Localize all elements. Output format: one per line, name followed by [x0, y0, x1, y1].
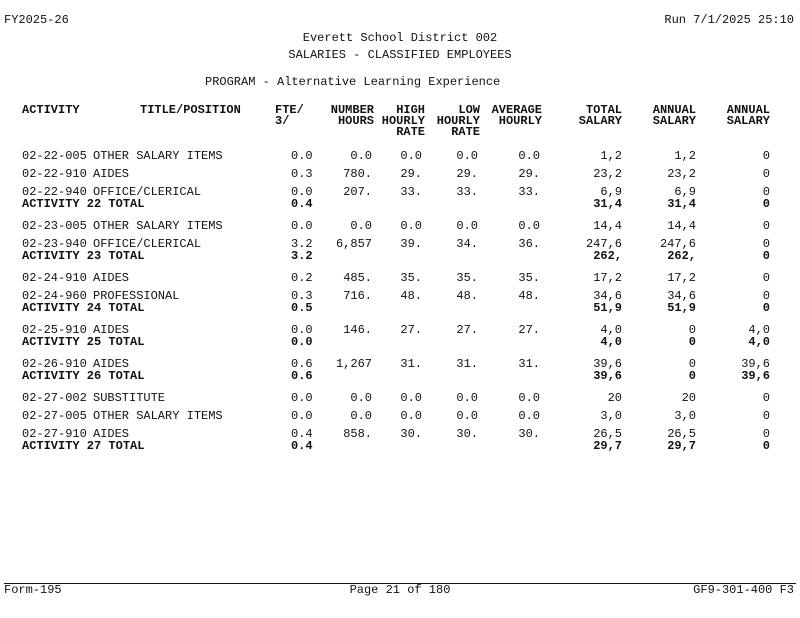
- col-total-salary: TOTAL SALARY: [578, 103, 622, 128]
- run-timestamp: Run 7/1/2025 25:10: [664, 13, 794, 27]
- subtotal-fte: 0.6: [291, 369, 313, 383]
- high-rate: 29.: [400, 167, 422, 181]
- subtotal-annual-salary: 51,9: [667, 301, 696, 315]
- low-rate: 27.: [456, 323, 478, 337]
- high-rate: 35.: [400, 271, 422, 285]
- annual-salary-2: 0: [762, 289, 770, 303]
- activity-code: 02-24-960: [22, 289, 87, 303]
- activity-code: 02-25-910: [22, 323, 87, 337]
- activity-code: 02-23-940: [22, 237, 87, 251]
- position-title: OTHER SALARY ITEMS: [93, 219, 223, 233]
- subtotal-annual-salary: 31,4: [667, 197, 696, 211]
- total-salary: 6,9: [600, 185, 622, 199]
- fte-value: 0.0: [291, 149, 313, 163]
- annual-salary: 1,2: [674, 149, 696, 163]
- subtotal-fte: 3.2: [291, 249, 313, 263]
- fte-value: 0.0: [291, 409, 313, 423]
- total-salary: 23,2: [593, 167, 622, 181]
- col-fte: FTE/ 3/: [275, 103, 304, 128]
- subtotal-fte: 0.4: [291, 197, 313, 211]
- table-row: [0, 391, 800, 405]
- activity-code: 02-27-002: [22, 391, 87, 405]
- total-salary: 20: [607, 391, 622, 405]
- high-rate: 0.0: [400, 219, 422, 233]
- subtotal-annual-salary-2: 0: [762, 249, 770, 263]
- subtotal-annual-salary-2: 0: [762, 439, 770, 453]
- subtotal-label: ACTIVITY 22 TOTAL: [22, 197, 145, 211]
- subtotal-row: [0, 439, 800, 453]
- subtotal-label: ACTIVITY 26 TOTAL: [22, 369, 145, 383]
- total-salary: 26,5: [593, 427, 622, 441]
- annual-salary: 23,2: [667, 167, 696, 181]
- annual-salary-2: 0: [762, 271, 770, 285]
- low-rate: 0.0: [456, 149, 478, 163]
- annual-salary-2: 0: [762, 427, 770, 441]
- form-code: GF9-301-400 F3: [693, 583, 794, 597]
- col-activity: ACTIVITY: [22, 103, 80, 117]
- total-salary: 4,0: [600, 323, 622, 337]
- subtotal-annual-salary: 29,7: [667, 439, 696, 453]
- subtotal-annual-salary-2: 0: [762, 301, 770, 315]
- fte-value: 0.0: [291, 323, 313, 337]
- total-salary: 34,6: [593, 289, 622, 303]
- annual-salary-2: 0: [762, 149, 770, 163]
- average-rate: 31.: [518, 357, 540, 371]
- annual-salary: 34,6: [667, 289, 696, 303]
- fte-value: 3.2: [291, 237, 313, 251]
- district-name: Everett School District 002: [302, 31, 498, 45]
- number-hours: 207.: [343, 185, 372, 199]
- col-high-rate: HIGH HOURLY RATE: [381, 103, 425, 139]
- high-rate: 33.: [400, 185, 422, 199]
- col-annual-salary-2: ANNUAL SALARY: [726, 103, 770, 128]
- high-rate: 0.0: [400, 409, 422, 423]
- report-title: SALARIES - CLASSIFIED EMPLOYEES: [288, 48, 512, 62]
- annual-salary: 17,2: [667, 271, 696, 285]
- annual-salary: 26,5: [667, 427, 696, 441]
- subtotal-row: [0, 197, 800, 211]
- number-hours: 485.: [343, 271, 372, 285]
- position-title: AIDES: [93, 167, 130, 181]
- subtotal-total-salary: 39,6: [593, 369, 622, 383]
- subtotal-annual-salary-2: 4,0: [748, 335, 770, 349]
- annual-salary: 20: [681, 391, 696, 405]
- number-hours: 716.: [343, 289, 372, 303]
- subtotal-row: [0, 301, 800, 315]
- average-rate: 0.0: [518, 219, 540, 233]
- table-row: [0, 167, 800, 181]
- col-title: TITLE/POSITION: [140, 103, 241, 117]
- annual-salary-2: 39,6: [741, 357, 770, 371]
- average-rate: 0.0: [518, 391, 540, 405]
- annual-salary: 6,9: [674, 185, 696, 199]
- average-rate: 27.: [518, 323, 540, 337]
- low-rate: 48.: [456, 289, 478, 303]
- subtotal-row: [0, 249, 800, 263]
- annual-salary: 3,0: [674, 409, 696, 423]
- activity-code: 02-22-005: [22, 149, 87, 163]
- number-hours: 1,267: [335, 357, 372, 371]
- total-salary: 1,2: [600, 149, 622, 163]
- table-row: [0, 409, 800, 423]
- activity-code: 02-22-910: [22, 167, 87, 181]
- average-rate: 33.: [518, 185, 540, 199]
- subtotal-annual-salary: 0: [688, 369, 696, 383]
- fte-value: 0.0: [291, 185, 313, 199]
- number-hours: 0.0: [350, 409, 372, 423]
- number-hours: 0.0: [350, 391, 372, 405]
- form-number: Form-195: [4, 583, 62, 597]
- low-rate: 35.: [456, 271, 478, 285]
- annual-salary-2: 0: [762, 237, 770, 251]
- fte-value: 0.2: [291, 271, 313, 285]
- activity-code: 02-26-910: [22, 357, 87, 371]
- activity-code: 02-22-940: [22, 185, 87, 199]
- subtotal-annual-salary: 0: [688, 335, 696, 349]
- program-name: PROGRAM - Alternative Learning Experience: [205, 75, 501, 89]
- table-row: [0, 271, 800, 285]
- fte-value: 0.4: [291, 427, 313, 441]
- subtotal-label: ACTIVITY 23 TOTAL: [22, 249, 145, 263]
- average-rate: 48.: [518, 289, 540, 303]
- low-rate: 34.: [456, 237, 478, 251]
- number-hours: 858.: [343, 427, 372, 441]
- high-rate: 31.: [400, 357, 422, 371]
- position-title: AIDES: [93, 271, 130, 285]
- activity-code: 02-23-005: [22, 219, 87, 233]
- high-rate: 27.: [400, 323, 422, 337]
- annual-salary: 0: [688, 323, 696, 337]
- subtotal-annual-salary-2: 39,6: [741, 369, 770, 383]
- annual-salary: 0: [688, 357, 696, 371]
- annual-salary-2: 0: [762, 167, 770, 181]
- number-hours: 6,857: [335, 237, 372, 251]
- subtotal-total-salary: 4,0: [600, 335, 622, 349]
- subtotal-row: [0, 335, 800, 349]
- col-low-rate: LOW HOURLY RATE: [436, 103, 480, 139]
- position-title: OFFICE/CLERICAL: [93, 237, 202, 251]
- high-rate: 30.: [400, 427, 422, 441]
- high-rate: 48.: [400, 289, 422, 303]
- position-title: OFFICE/CLERICAL: [93, 185, 202, 199]
- subtotal-fte: 0.4: [291, 439, 313, 453]
- subtotal-label: ACTIVITY 24 TOTAL: [22, 301, 145, 315]
- average-rate: 30.: [518, 427, 540, 441]
- subtotal-row: [0, 369, 800, 383]
- col-number-hours: NUMBER HOURS: [330, 103, 374, 128]
- number-hours: 146.: [343, 323, 372, 337]
- table-row: [0, 149, 800, 163]
- low-rate: 0.0: [456, 219, 478, 233]
- position-title: AIDES: [93, 357, 130, 371]
- annual-salary-2: 0: [762, 409, 770, 423]
- activity-code: 02-27-910: [22, 427, 87, 441]
- subtotal-total-salary: 29,7: [593, 439, 622, 453]
- fiscal-year-label: FY2025-26: [4, 13, 69, 27]
- low-rate: 0.0: [456, 391, 478, 405]
- fte-value: 0.3: [291, 289, 313, 303]
- average-rate: 29.: [518, 167, 540, 181]
- total-salary: 39,6: [593, 357, 622, 371]
- annual-salary-2: 0: [762, 391, 770, 405]
- col-annual-salary: ANNUAL SALARY: [652, 103, 696, 128]
- col-average-rate: AVERAGE HOURLY: [491, 103, 542, 128]
- fte-value: 0.0: [291, 219, 313, 233]
- average-rate: 0.0: [518, 409, 540, 423]
- position-title: AIDES: [93, 427, 130, 441]
- average-rate: 36.: [518, 237, 540, 251]
- low-rate: 29.: [456, 167, 478, 181]
- activity-code: 02-24-910: [22, 271, 87, 285]
- position-title: OTHER SALARY ITEMS: [93, 149, 223, 163]
- annual-salary: 14,4: [667, 219, 696, 233]
- high-rate: 39.: [400, 237, 422, 251]
- annual-salary: 247,6: [659, 237, 696, 251]
- subtotal-fte: 0.5: [291, 301, 313, 315]
- number-hours: 0.0: [350, 149, 372, 163]
- annual-salary-2: 0: [762, 219, 770, 233]
- low-rate: 0.0: [456, 409, 478, 423]
- low-rate: 31.: [456, 357, 478, 371]
- average-rate: 35.: [518, 271, 540, 285]
- subtotal-total-salary: 51,9: [593, 301, 622, 315]
- subtotal-annual-salary: 262,: [667, 249, 696, 263]
- number-hours: 780.: [343, 167, 372, 181]
- activity-code: 02-27-005: [22, 409, 87, 423]
- page-number: Page 21 of 180: [349, 583, 451, 597]
- table-row: [0, 219, 800, 233]
- total-salary: 247,6: [585, 237, 622, 251]
- position-title: AIDES: [93, 323, 130, 337]
- subtotal-total-salary: 262,: [593, 249, 622, 263]
- total-salary: 3,0: [600, 409, 622, 423]
- total-salary: 14,4: [593, 219, 622, 233]
- fte-value: 0.0: [291, 391, 313, 405]
- position-title: OTHER SALARY ITEMS: [93, 409, 223, 423]
- fte-value: 0.3: [291, 167, 313, 181]
- average-rate: 0.0: [518, 149, 540, 163]
- number-hours: 0.0: [350, 219, 372, 233]
- position-title: PROFESSIONAL: [93, 289, 180, 303]
- annual-salary-2: 0: [762, 185, 770, 199]
- subtotal-label: ACTIVITY 25 TOTAL: [22, 335, 145, 349]
- low-rate: 33.: [456, 185, 478, 199]
- subtotal-annual-salary-2: 0: [762, 197, 770, 211]
- subtotal-label: ACTIVITY 27 TOTAL: [22, 439, 145, 453]
- low-rate: 30.: [456, 427, 478, 441]
- total-salary: 17,2: [593, 271, 622, 285]
- subtotal-fte: 0.0: [291, 335, 313, 349]
- subtotal-total-salary: 31,4: [593, 197, 622, 211]
- high-rate: 0.0: [400, 391, 422, 405]
- high-rate: 0.0: [400, 149, 422, 163]
- annual-salary-2: 4,0: [748, 323, 770, 337]
- position-title: SUBSTITUTE: [93, 391, 166, 405]
- fte-value: 0.6: [291, 357, 313, 371]
